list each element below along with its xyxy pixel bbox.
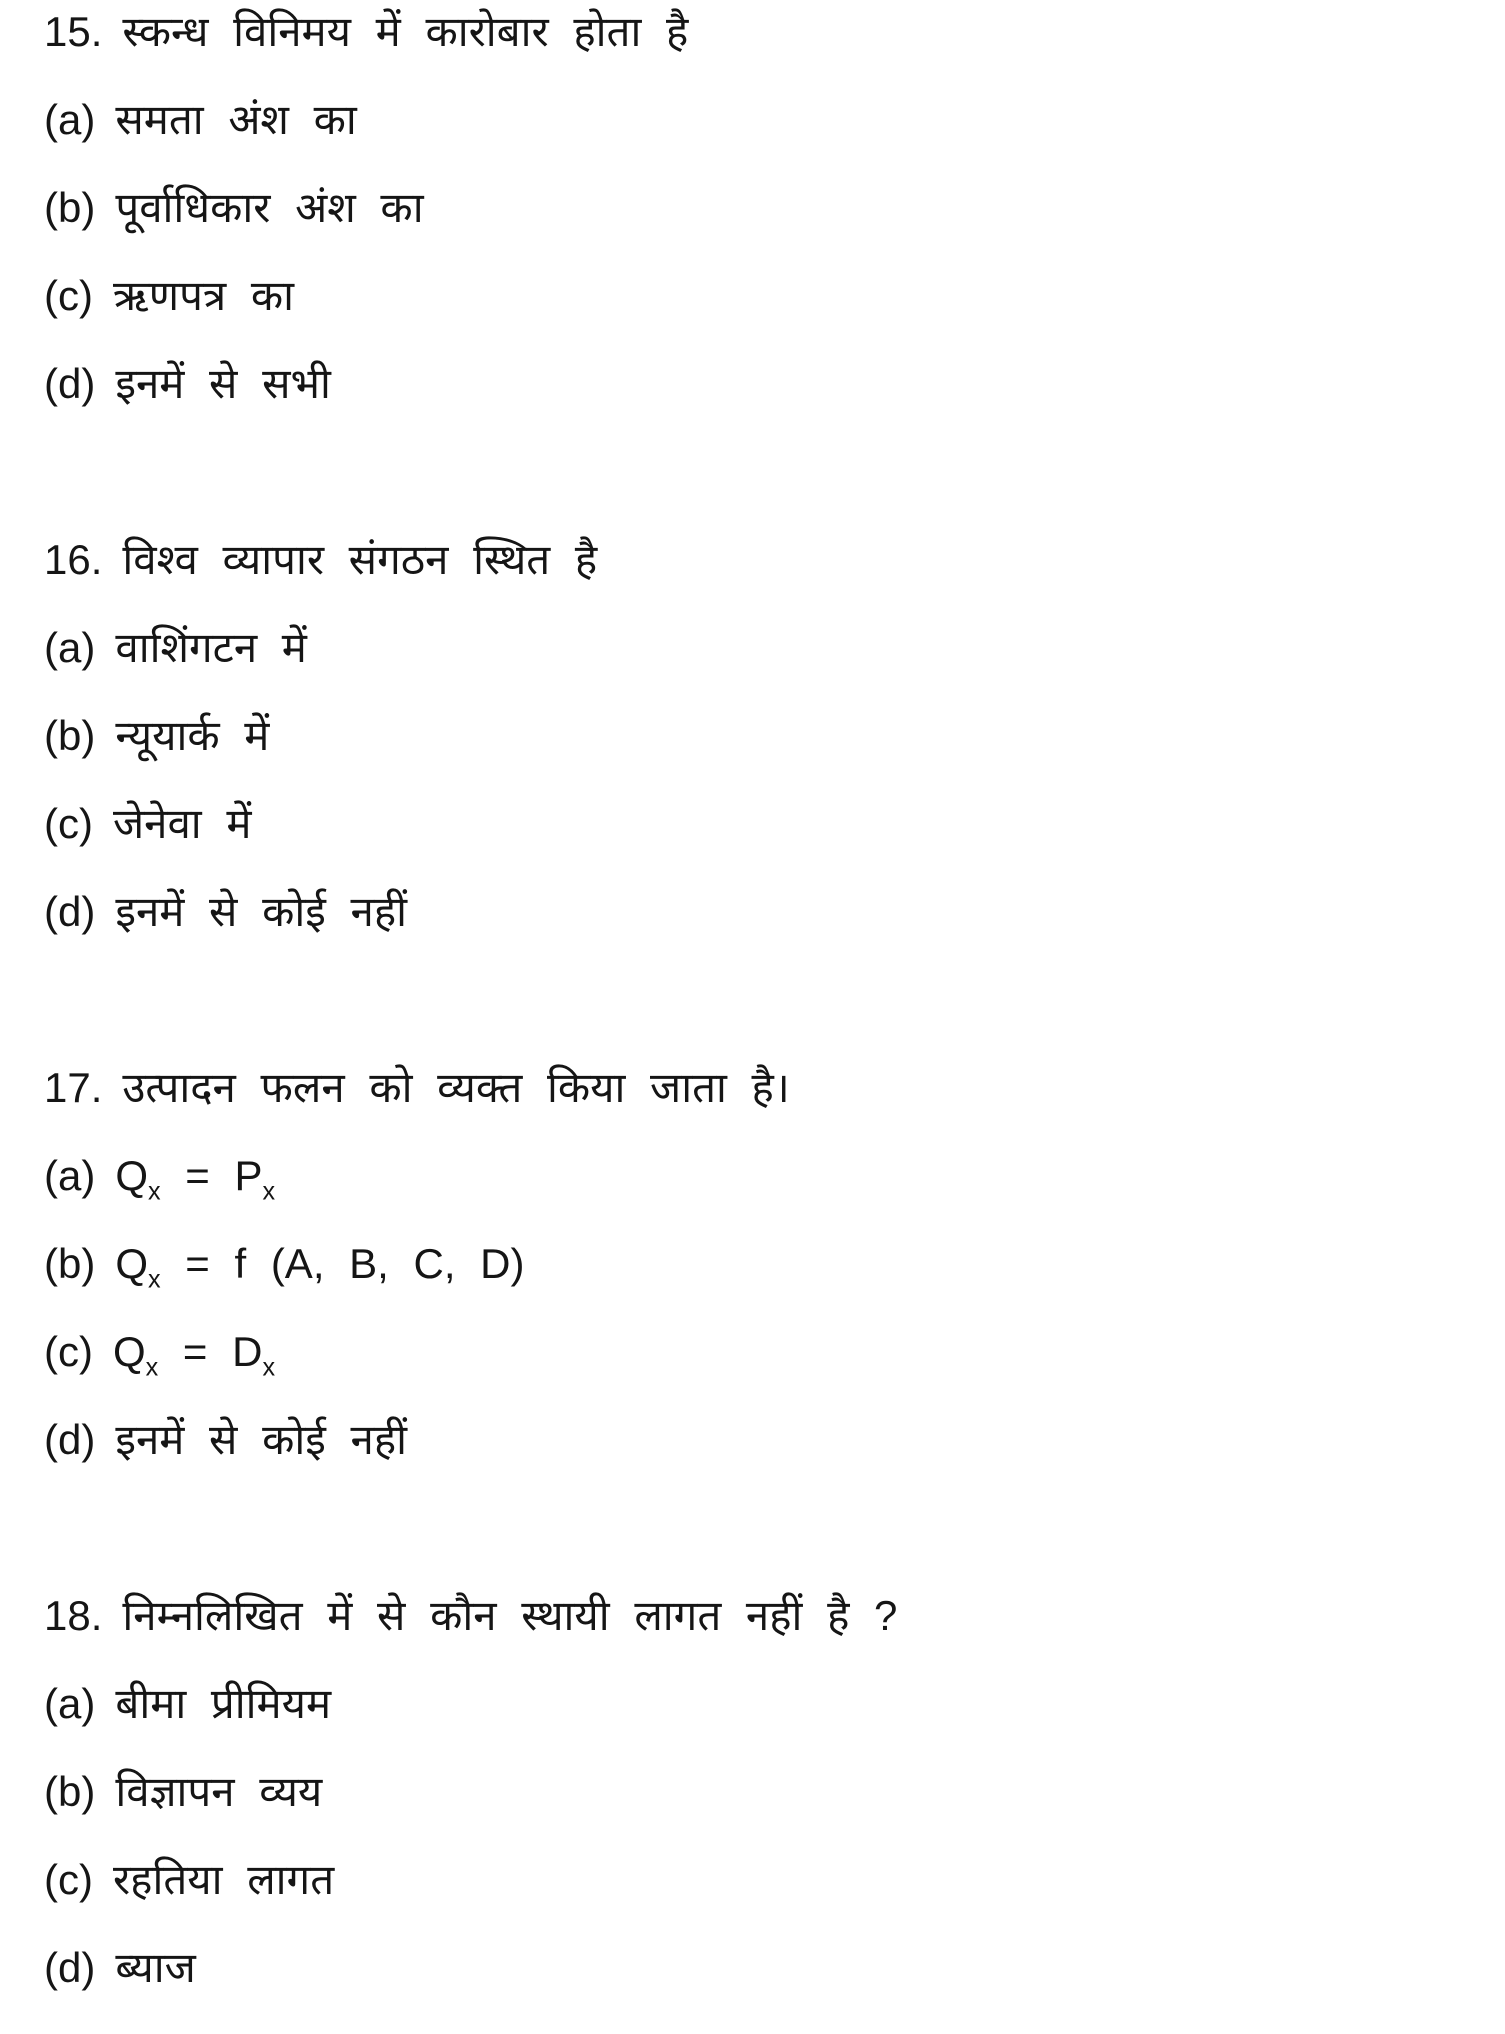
option-label: (c) xyxy=(44,1328,93,1375)
option-label: (a) xyxy=(44,1152,96,1199)
question-title-row xyxy=(44,1062,1475,1114)
question-title: उत्पादन फलन को व्यक्त किया जाता है। xyxy=(122,1064,790,1111)
option-label: (d) xyxy=(44,1416,96,1463)
option-label: (d) xyxy=(44,360,96,407)
option-text: इनमें से कोई नहीं xyxy=(115,1416,408,1463)
question-17 xyxy=(44,1062,1475,1466)
option-text: पूर्वाधिकार अंश का xyxy=(115,184,424,231)
option-row-c xyxy=(44,1326,1475,1382)
question-number: 18. xyxy=(44,1592,103,1639)
option-text: इनमें से सभी xyxy=(115,360,331,407)
question-16 xyxy=(44,534,1475,938)
option-row-c xyxy=(44,798,1475,850)
option-text: ऋणपत्र का xyxy=(112,272,295,319)
question-15 xyxy=(44,6,1475,410)
option-text: विज्ञापन व्यय xyxy=(115,1768,323,1815)
option-row-c xyxy=(44,1854,1475,1906)
question-number: 16. xyxy=(44,536,103,583)
option-label: (a) xyxy=(44,1680,96,1727)
option-text: ब्याज xyxy=(115,1944,196,1991)
option-row-a xyxy=(44,622,1475,674)
option-row-d xyxy=(44,358,1475,410)
option-row-a xyxy=(44,1150,1475,1206)
option-row-d xyxy=(44,886,1475,938)
option-text: बीमा प्रीमियम xyxy=(115,1680,332,1727)
option-row-d xyxy=(44,1942,1475,1994)
question-title-row xyxy=(44,534,1475,586)
option-row-a xyxy=(44,94,1475,146)
option-row-b xyxy=(44,1766,1475,1818)
option-row-b xyxy=(44,1238,1475,1294)
option-label: (c) xyxy=(44,272,93,319)
option-label: (b) xyxy=(44,1240,96,1287)
option-label: (c) xyxy=(44,800,93,847)
option-text: इनमें से कोई नहीं xyxy=(115,888,408,935)
option-text: न्यूयार्क में xyxy=(115,712,270,759)
option-label: (d) xyxy=(44,888,96,935)
option-label: (b) xyxy=(44,184,96,231)
option-formula: $Q_x = P_x$ xyxy=(115,1152,276,1206)
question-title-row xyxy=(44,6,1475,58)
option-text: रहतिया लागत xyxy=(112,1856,335,1903)
option-label: (a) xyxy=(44,96,96,143)
question-title: स्कन्ध विनिमय में कारोबार होता है xyxy=(122,8,689,55)
option-row-c xyxy=(44,270,1475,322)
option-row-a xyxy=(44,1678,1475,1730)
option-row-d xyxy=(44,1414,1475,1466)
option-row-b xyxy=(44,710,1475,762)
option-formula: $Q_x = D_x$ xyxy=(112,1328,276,1382)
option-text: जेनेवा में xyxy=(112,800,252,847)
question-number: 15. xyxy=(44,8,103,55)
option-row-b xyxy=(44,182,1475,234)
question-number: 17. xyxy=(44,1064,103,1111)
option-label: (a) xyxy=(44,624,96,671)
option-label: (b) xyxy=(44,712,96,759)
option-label: (b) xyxy=(44,1768,96,1815)
option-text: समता अंश का xyxy=(115,96,357,143)
question-title: निम्नलिखित में से कौन स्थायी लागत नहीं है ? xyxy=(122,1592,898,1639)
question-18 xyxy=(44,1590,1475,1994)
option-formula: $Q_x = f$ (A, B, C, D) xyxy=(115,1240,525,1294)
question-title: विश्व व्यापार संगठन स्थित है xyxy=(122,536,598,583)
option-label: (d) xyxy=(44,1944,96,1991)
option-text: वाशिंगटन में xyxy=(115,624,307,671)
question-title-row xyxy=(44,1590,1475,1642)
option-label: (c) xyxy=(44,1856,93,1903)
